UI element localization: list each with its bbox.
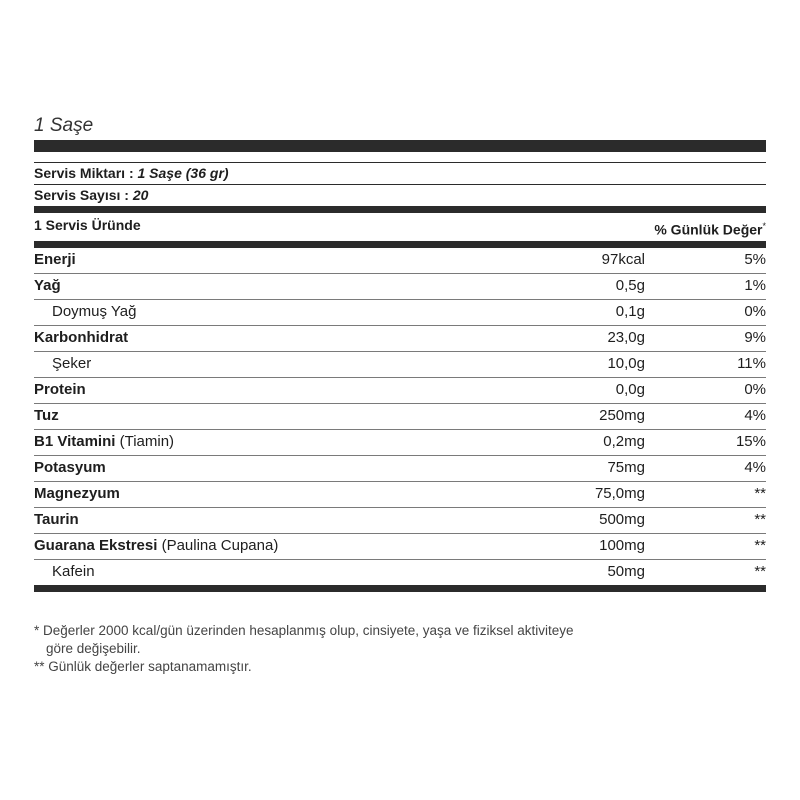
nutrient-name: Enerji <box>34 251 76 268</box>
nutrient-row <box>34 508 766 534</box>
footnote-1-cont: göre değişebilir. <box>46 641 141 656</box>
nutrient-amount: 50mg <box>607 563 645 580</box>
nutrition-facts-panel <box>34 113 766 592</box>
footnote-1: * Değerler 2000 kcal/gün üzerinden hesaplanmış olup, cinsiyete, yaşa ve fiziksel aktiviteye <box>34 623 574 638</box>
nutrient-name: Kafein <box>52 563 95 580</box>
nutrient-row <box>34 352 766 378</box>
daily-value: 0% <box>744 381 766 398</box>
nutrient-name: Guarana Ekstresi (Paulina Cupana) <box>34 537 279 554</box>
footnotes <box>34 622 766 676</box>
nutrient-row <box>34 378 766 404</box>
nutrient-row <box>34 430 766 456</box>
nutrient-row <box>34 300 766 326</box>
nutrient-row <box>34 274 766 300</box>
serving-count-line <box>34 185 766 206</box>
nutrient-name: Magnezyum <box>34 485 120 502</box>
nutrient-amount: 0,1g <box>615 303 645 320</box>
daily-value: 4% <box>744 407 766 424</box>
nutrient-amount: 75,0mg <box>594 485 645 502</box>
asterisk-mark: * <box>762 221 766 231</box>
nutrient-name: Tuz <box>34 407 59 424</box>
panel-title: 1 Saşe <box>34 115 94 136</box>
daily-value: ** <box>754 485 766 502</box>
nutrient-row <box>34 482 766 508</box>
daily-value: 11% <box>737 355 766 372</box>
footnote-2: ** Günlük değerler saptanamamıştır. <box>34 659 252 674</box>
nutrient-amount: 250mg <box>599 407 645 424</box>
nutrient-amount: 500mg <box>599 511 645 528</box>
nutrient-amount: 0,0g <box>615 381 645 398</box>
daily-value: 15% <box>735 433 766 450</box>
nutrient-row <box>34 404 766 430</box>
header-bar <box>34 206 766 213</box>
daily-value-header: % Günlük Değer* <box>654 221 766 238</box>
serving-size-value: 1 Saşe (36 gr) <box>137 165 229 181</box>
daily-value: 1% <box>744 277 766 294</box>
nutrient-amount: 0,5g <box>615 277 645 294</box>
nutrient-row <box>34 326 766 352</box>
nutrient-amount: 100mg <box>599 537 645 554</box>
bottom-bar <box>34 585 766 592</box>
nutrient-name: Şeker <box>52 355 92 372</box>
serving-size-label: Servis Miktarı : <box>34 165 134 181</box>
serving-count-value: 20 <box>132 187 149 203</box>
column-header <box>34 213 766 241</box>
nutrient-name: Karbonhidrat <box>34 329 129 346</box>
nutrient-row <box>34 534 766 560</box>
per-serving-header: 1 Servis Üründe <box>34 217 141 233</box>
top-thick-bar <box>34 140 766 152</box>
nutrient-row <box>34 248 766 274</box>
nutrient-amount: 23,0g <box>607 329 645 346</box>
daily-value: ** <box>754 563 766 580</box>
serving-size-line <box>34 163 766 184</box>
nutrient-table <box>34 248 766 585</box>
nutrient-amount: 75mg <box>607 459 645 476</box>
daily-value: 4% <box>744 459 766 476</box>
nutrient-amount: 10,0g <box>607 355 645 372</box>
daily-value: 5% <box>744 251 766 268</box>
nutrient-name: Protein <box>34 381 86 398</box>
nutrient-name: Yağ <box>34 277 61 294</box>
nutrient-name: B1 Vitamini (Tiamin) <box>34 433 175 450</box>
nutrient-row <box>34 560 766 585</box>
nutrient-amount: 97kcal <box>601 251 645 268</box>
nutrient-amount: 0,2mg <box>603 433 645 450</box>
nutrient-name: Doymuş Yağ <box>52 303 137 320</box>
daily-value: ** <box>754 511 766 528</box>
daily-value: 9% <box>744 329 766 346</box>
header-bottom-bar <box>34 241 766 248</box>
nutrient-name: Potasyum <box>34 459 106 476</box>
daily-value: ** <box>754 537 766 554</box>
nutrient-name: Taurin <box>34 511 79 528</box>
serving-count-label: Servis Sayısı : <box>34 187 129 203</box>
nutrient-row <box>34 456 766 482</box>
daily-value: 0% <box>744 303 766 320</box>
